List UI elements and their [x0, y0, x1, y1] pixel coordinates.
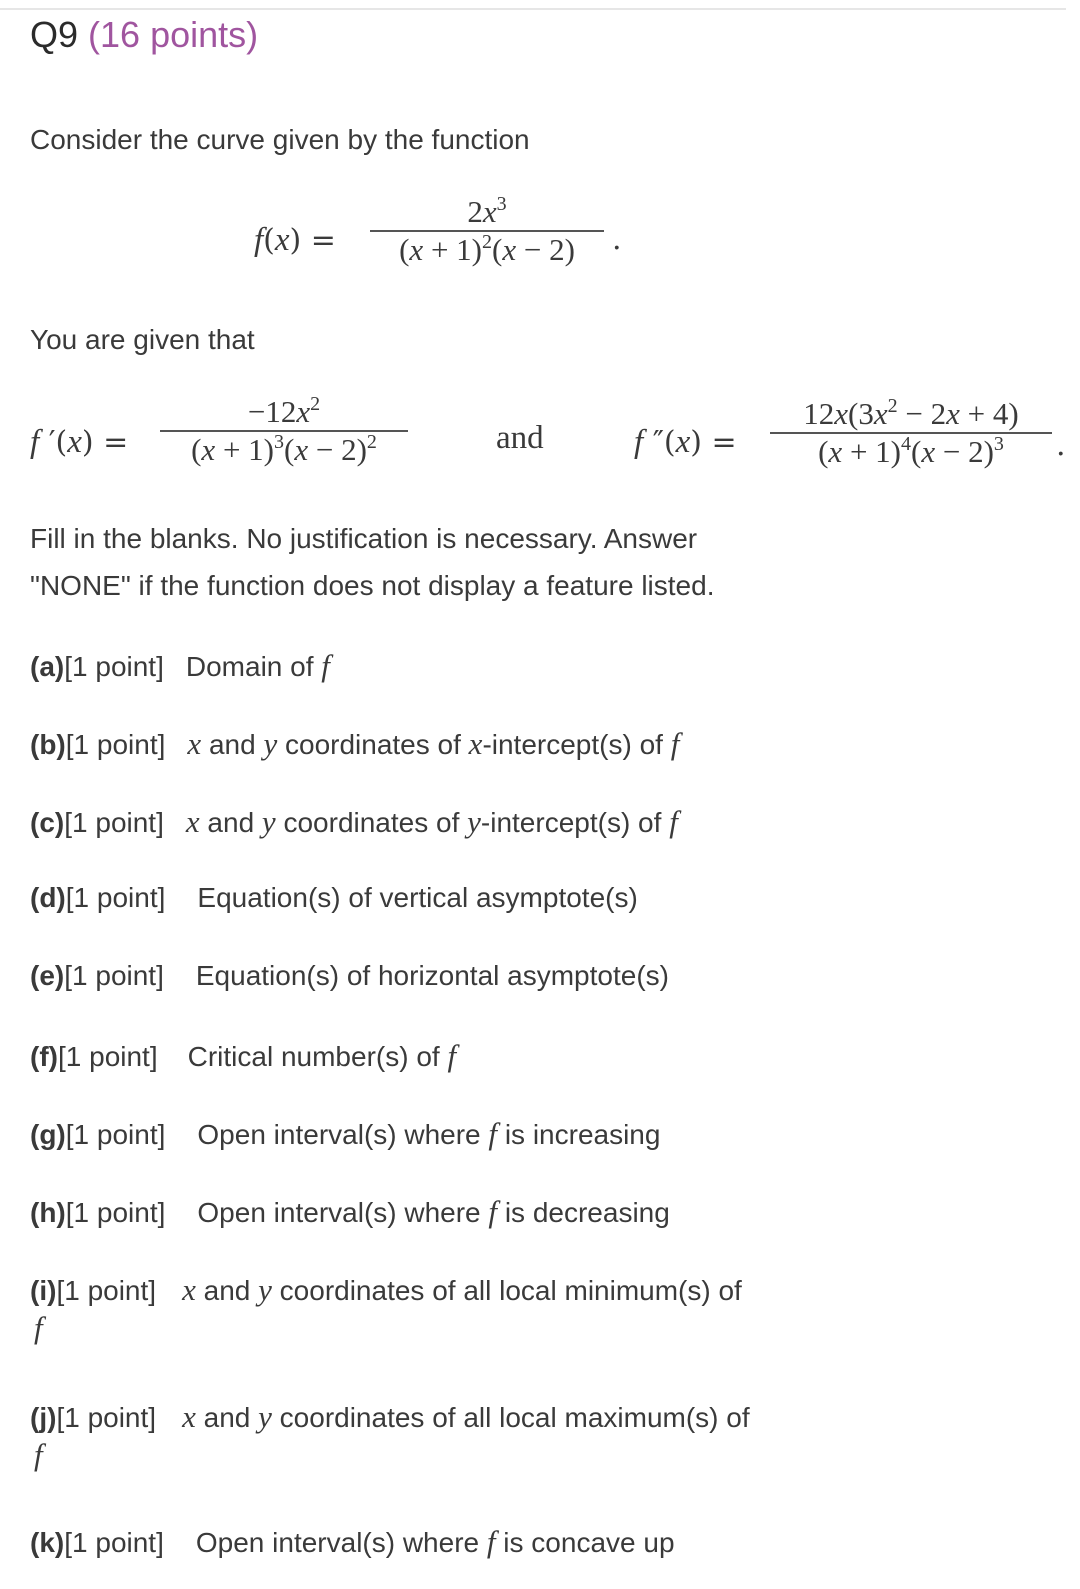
instructions-line-2: "NONE" if the function does not display a feature listed.: [30, 570, 715, 601]
item-a: (a)[1 point] Domain of f: [30, 648, 330, 683]
item-c: (c)[1 point] x and y coordinates of y-intercept(s) of f: [30, 804, 678, 839]
fdoubleprime-fraction: $12x(3x^2 - 2x + 4)$ $(x + 1)^4(x - 2)^3$: [770, 396, 1052, 470]
fx-lhs: f(x) =: [254, 222, 336, 258]
question-title: [30, 14, 258, 56]
item-j: (j)[1 point] x and y coordinates of all local maximum(s) of f: [30, 1399, 750, 1472]
fx-fraction: $2x^3$ $(x + 1)^2(x - 2)$: [370, 194, 604, 268]
item-h: (h)[1 point] Open interval(s) where f is decreasing: [30, 1194, 670, 1229]
top-divider: [0, 8, 1066, 10]
item-i: (i)[1 point] x and y coordinates of all local minimum(s) of f: [30, 1272, 742, 1345]
fprime-fraction: $-12x^2$ $(x + 1)^3(x - 2)^2$: [160, 394, 408, 468]
fprime-lhs: f ′(x) =: [30, 424, 129, 460]
item-k: (k)[1 point] Open interval(s) where f is concave up: [30, 1524, 675, 1559]
fdoubleprime-lhs: f ″(x) =: [634, 424, 737, 460]
intro-text: Consider the curve given by the function: [30, 124, 530, 155]
question-points: (16 points): [88, 14, 259, 55]
connector-and: and: [496, 420, 544, 456]
instructions-line-1: Fill in the blanks. No justification is necessary. Answer: [30, 523, 698, 554]
item-e: (e)[1 point] Equation(s) of horizontal asymptote(s): [30, 960, 669, 991]
item-g: (g)[1 point] Open interval(s) where f is increasing: [30, 1116, 661, 1151]
given-text: You are given that: [30, 324, 255, 355]
question-number: Q9: [30, 14, 79, 55]
item-b: (b)[1 point] x and y coordinates of x-intercept(s) of f: [30, 726, 680, 761]
item-d: (d)[1 point] Equation(s) of vertical asymptote(s): [30, 882, 638, 913]
item-f: (f)[1 point] Critical number(s) of f: [30, 1038, 457, 1073]
